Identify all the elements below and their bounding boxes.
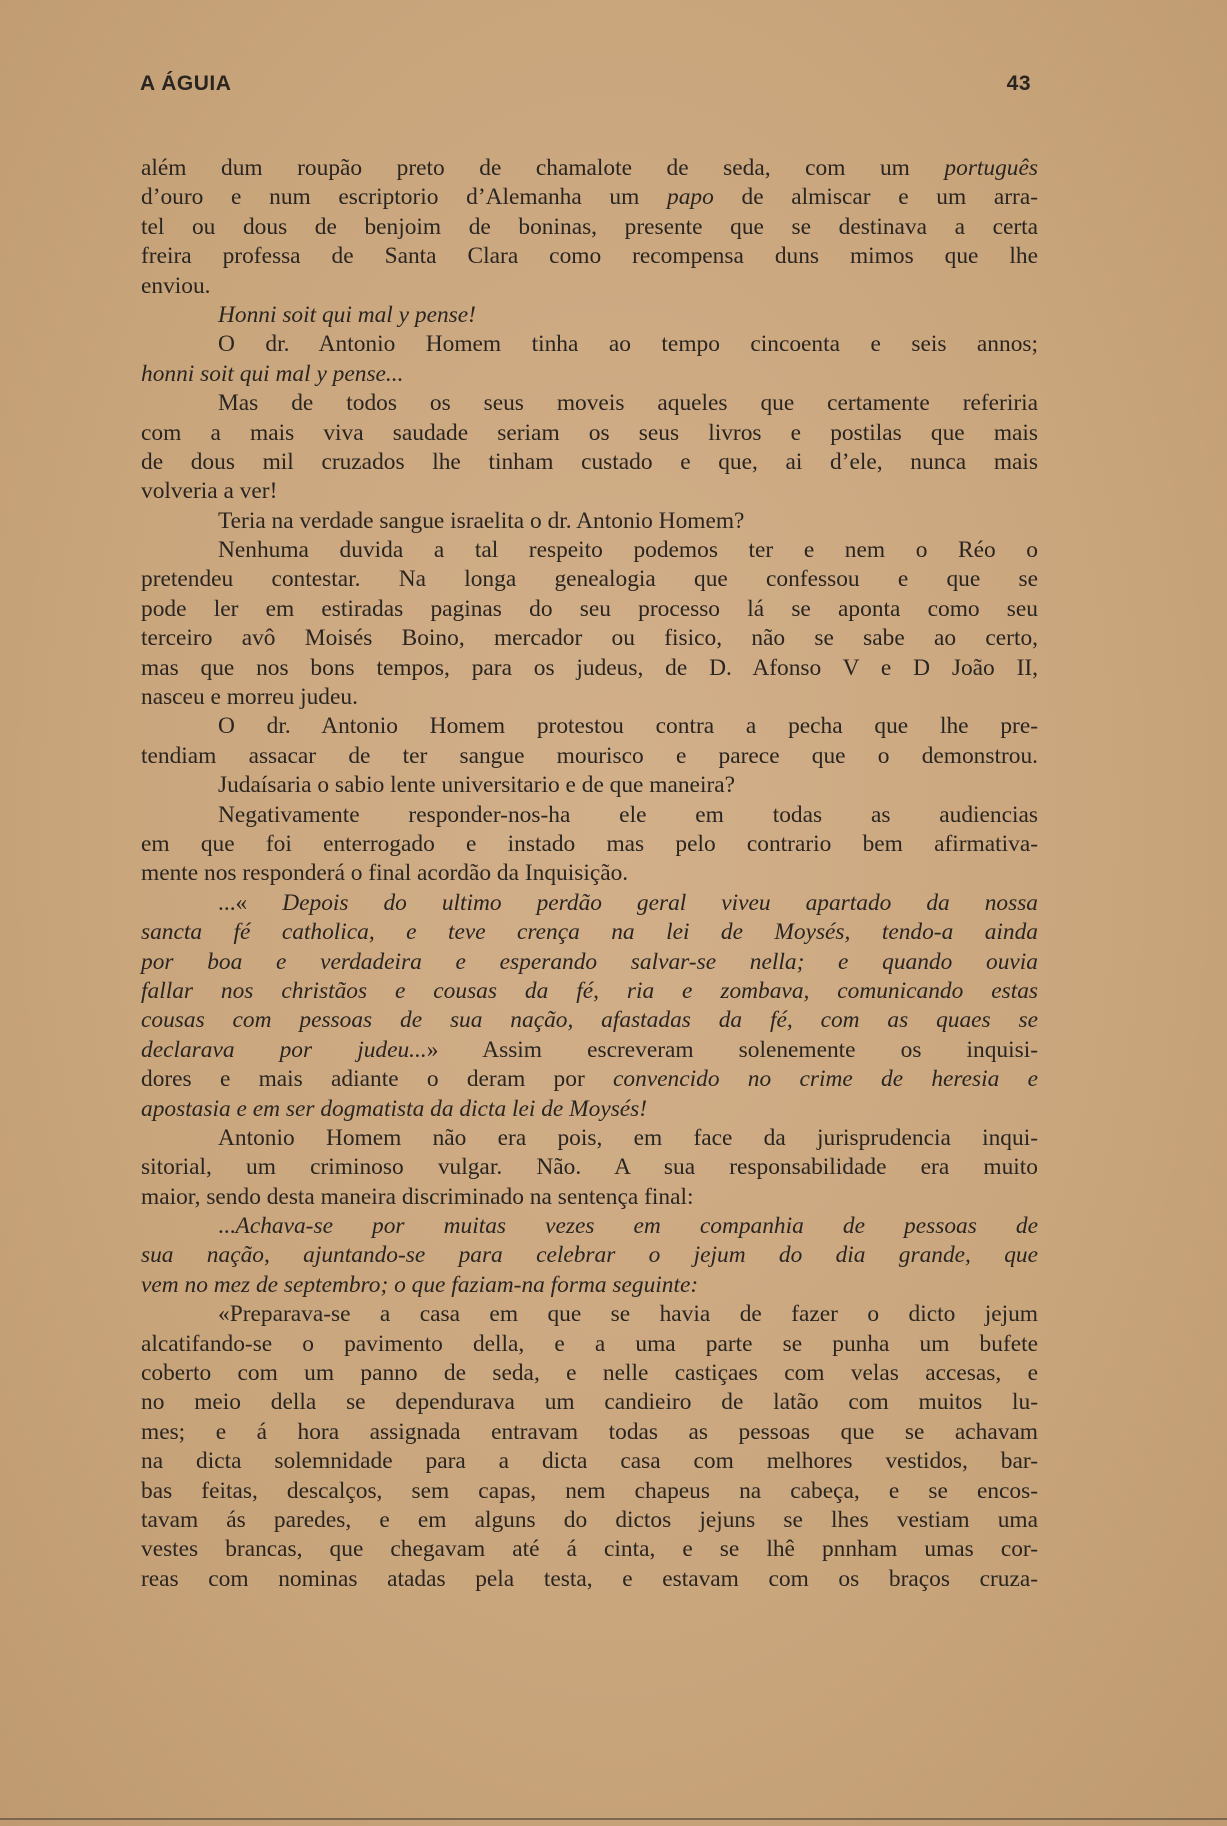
text-line: [141, 624, 1038, 653]
italic-text: declarava por judeu...: [141, 1036, 427, 1063]
text-line: [141, 1506, 1038, 1535]
text-line: [141, 683, 1038, 712]
italic-text: Honni soit qui mal y pense!: [218, 301, 476, 328]
text-line: [141, 389, 1038, 418]
text-line: [141, 1006, 1038, 1035]
text-segment: «Preparava-se a casa em que se havia de fazer o dicto jejum: [218, 1301, 1038, 1328]
text-line: [141, 507, 1038, 536]
text-segment: Judaísaria o sabio lente universitario e de que maneira?: [218, 772, 735, 799]
italic-text: sancta fé catholica, e teve crença na lei de Moysés, tendo-a ainda: [141, 919, 1038, 946]
text-segment: mas que nos bons tempos, para os judeus, de D. Afonso V e D João II,: [141, 654, 1038, 681]
text-line: [141, 771, 1038, 800]
text-segment: d’ouro e num escriptorio d’Alemanha um: [141, 184, 668, 211]
italic-text: Achava-se por muitas vezes em companhia de pessoas de: [235, 1213, 1038, 1240]
text-line: [141, 536, 1038, 565]
text-segment: de almiscar e um arra-: [713, 184, 1038, 211]
text-segment: O dr. Antonio Homem protestou contra a pecha que lhe pre-: [218, 713, 1038, 740]
text-segment: com a mais viva saudade seriam os seus livros e postilas que mais: [141, 419, 1038, 446]
text-segment: reas com nominas atadas pela testa, e estavam com os braços cruza-: [141, 1565, 1038, 1592]
text-line: [141, 830, 1038, 859]
text-line: [141, 948, 1038, 977]
text-segment: mes; e á hora assignada entravam todas as pessoas que se achavam: [141, 1418, 1038, 1445]
text-segment: tel ou dous de benjoim de boninas, presente que se destinava a certa: [141, 213, 1038, 240]
text-line: [141, 154, 1038, 183]
text-line: [141, 1036, 1038, 1065]
text-line: [141, 595, 1038, 624]
text-line: [141, 1388, 1038, 1417]
italic-text: português: [944, 155, 1038, 181]
text-segment: volveria a ver!: [141, 478, 278, 505]
italic-text: fallar nos christãos e cousas da fé, ria e zombava, comunicando estas: [141, 977, 1038, 1004]
italic-text: sua nação, ajuntando-se para celebrar o jejum do dia grande, que: [141, 1242, 1038, 1269]
italic-text: vem no mez de septembro; o que faziam-na forma seguinte:: [141, 1271, 699, 1298]
text-line: [141, 1095, 1038, 1124]
text-segment: » Assim escreveram solenemente os inquisi-: [426, 1036, 1039, 1063]
text-line: [141, 1300, 1038, 1329]
text-line: [141, 1359, 1038, 1388]
text-line: [141, 1447, 1038, 1476]
text-line: [141, 213, 1038, 242]
journal-title: A ÁGUIA: [140, 72, 232, 95]
text-segment: pretendeu contestar. Na longa genealogia que confessou e que se: [141, 566, 1038, 593]
text-segment: no meio della se dependurava um candieiro de latão com muitos lu-: [141, 1389, 1038, 1416]
text-line: [141, 360, 1038, 389]
text-segment: O dr. Antonio Homem tinha ao tempo cincoenta e seis annos;: [218, 331, 1038, 358]
text-segment: Negativamente responder-nos-ha ele em todas as audiencias: [218, 801, 1038, 828]
text-line: [141, 477, 1038, 506]
text-line: [141, 301, 1038, 330]
text-segment: nasceu e morreu judeu.: [141, 684, 358, 711]
text-line: [141, 1212, 1038, 1241]
page-number: 43: [1006, 72, 1031, 95]
text-segment: pode ler em estiradas paginas do seu processo lá se aponta como seu: [141, 595, 1038, 622]
text-line: [141, 1271, 1038, 1300]
text-line: [141, 1330, 1038, 1359]
text-segment: coberto com um panno de seda, e nelle castiçaes com velas accesas, e: [141, 1360, 1038, 1387]
text-line: [141, 1418, 1038, 1447]
italic-text: convencido no crime de heresia e: [613, 1066, 1038, 1093]
italic-text: cousas com pessoas de sua nação, afastadas da fé, com as quaes se: [141, 1007, 1038, 1034]
text-segment: vestes brancas, que chegavam até á cinta, e se lhê pnnham umas cor-: [141, 1536, 1038, 1563]
text-segment: alcatifando-se o pavimento della, e a uma parte se punha um bufete: [141, 1330, 1038, 1357]
text-line: [141, 801, 1038, 830]
italic-text: papo: [667, 184, 714, 211]
text-segment: mente nos responderá o final acordão da Inquisição.: [141, 860, 629, 887]
text-line: [141, 183, 1038, 212]
body-text: [141, 154, 1038, 1594]
text-line: [141, 330, 1038, 359]
bottom-rule: [0, 1818, 1227, 1820]
text-line: [141, 889, 1038, 918]
text-segment: freira professa de Santa Clara como recompensa duns mimos que lhe: [141, 243, 1038, 270]
text-line: [141, 742, 1038, 771]
text-segment: na dicta solemnidade para a dicta casa com melhores vestidos, bar-: [141, 1448, 1038, 1475]
text-line: [141, 1535, 1038, 1564]
text-segment: em que foi enterrogado e instado mas pelo contrario bem afirmativa-: [141, 830, 1038, 857]
text-segment: bas feitas, descalços, sem capas, nem chapeus na cabeça, e se encos-: [141, 1477, 1038, 1504]
text-line: [141, 1565, 1038, 1594]
italic-text: honni soit qui mal y pense...: [141, 360, 404, 387]
text-line: [141, 712, 1038, 741]
text-segment: enviou.: [141, 272, 211, 299]
text-line: [141, 859, 1038, 888]
text-segment: tavam ás paredes, e em alguns do dictos jejuns se lhes vestiam uma: [141, 1506, 1038, 1533]
text-line: [141, 654, 1038, 683]
text-line: [141, 448, 1038, 477]
text-segment: Mas de todos os seus moveis aqueles que certamente referiria: [218, 390, 1038, 417]
text-line: [141, 272, 1038, 301]
text-line: [141, 1065, 1038, 1094]
text-segment: Antonio Homem não era pois, em face da jurisprudencia inqui-: [218, 1124, 1038, 1151]
italic-text: Depois do ultimo perdão geral viveu apartado da nossa: [282, 889, 1038, 916]
text-segment: maior, sendo desta maneira discriminado na sentença final:: [141, 1183, 694, 1210]
running-header: [140, 72, 1031, 96]
text-line: [141, 1183, 1038, 1212]
text-segment: sitorial, um criminoso vulgar. Não. A sua responsabilidade era muito: [141, 1154, 1038, 1181]
text-segment: Nenhuma duvida a tal respeito podemos ter e nem o Réo o: [218, 537, 1038, 564]
text-line: [141, 419, 1038, 448]
text-line: [141, 977, 1038, 1006]
text-line: [141, 565, 1038, 594]
text-line: [141, 1241, 1038, 1270]
text-segment: terceiro avô Moisés Boino, mercador ou fisico, não se sabe ao certo,: [141, 625, 1038, 652]
text-segment: Teria na verdade sangue israelita o dr. Antonio Homem?: [218, 507, 745, 534]
text-segment: ...«: [218, 889, 283, 916]
text-line: [141, 1124, 1038, 1153]
text-line: [141, 918, 1038, 947]
text-segment: dores e mais adiante o deram por: [141, 1066, 614, 1093]
text-line: [141, 1477, 1038, 1506]
text-segment: ...: [218, 1213, 236, 1240]
text-segment: tendiam assacar de ter sangue mourisco e parece que o demonstrou.: [141, 742, 1038, 769]
italic-text: apostasia e em ser dogmatista da dicta lei de Moysés!: [141, 1095, 648, 1122]
text-line: [141, 1153, 1038, 1182]
text-segment: de dous mil cruzados lhe tinham custado e que, ai d’ele, nunca mais: [141, 448, 1038, 475]
text-segment: além dum roupão preto de chamalote de seda, com um: [141, 155, 945, 181]
text-line: [141, 242, 1038, 271]
italic-text: por boa e verdadeira e esperando salvar-se nella; e quando ouvia: [141, 948, 1038, 975]
